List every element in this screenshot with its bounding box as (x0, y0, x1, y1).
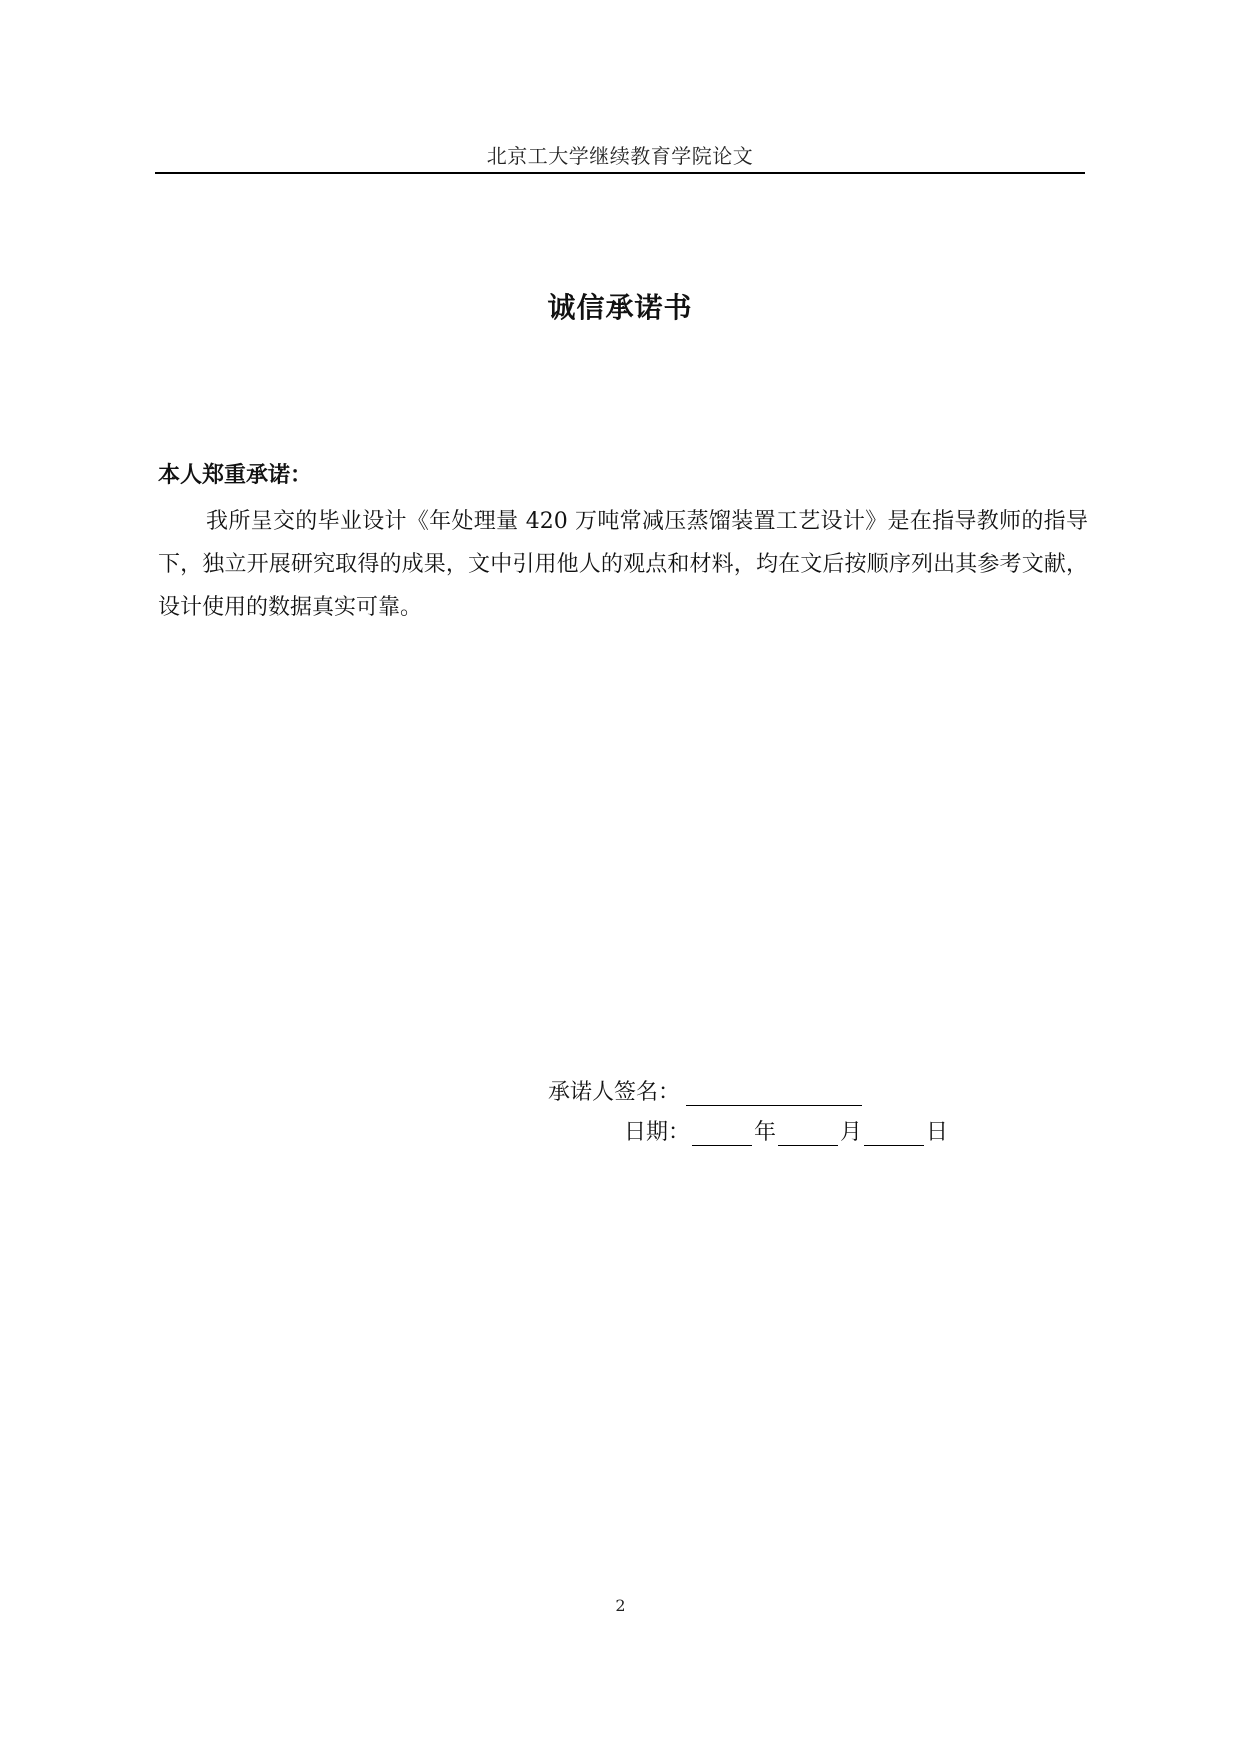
signer-label: 承诺人签名： (548, 1080, 681, 1105)
header-rule (155, 172, 1085, 174)
signature-blank (686, 1079, 862, 1106)
year-blank (692, 1119, 752, 1146)
month-label: 月 (840, 1120, 863, 1145)
page-title: 诚信承诺书 (547, 291, 693, 324)
signature-block (548, 1066, 948, 1146)
running-header: 北京工大学继续教育学院论文 (486, 144, 754, 168)
month-blank (778, 1119, 838, 1146)
pledge-lead: 本人郑重承诺： (158, 463, 313, 488)
pledge-body: 我所呈交的毕业设计《年处理量 420 万吨常减压蒸馏装置工艺设计》是在指导教师的指导下，独立开展研究取得的成果，文中引用他人的观点和材料，均在文后按顺序列出其参考文献，设计使用的数据真实可靠。 (158, 509, 1088, 620)
date-label: 日期： (624, 1120, 691, 1145)
year-label: 年 (754, 1120, 777, 1145)
page-number: 2 (615, 1596, 626, 1615)
date-row (548, 1106, 948, 1146)
day-label: 日 (926, 1120, 949, 1145)
signer-row (548, 1066, 948, 1106)
day-blank (864, 1119, 924, 1146)
